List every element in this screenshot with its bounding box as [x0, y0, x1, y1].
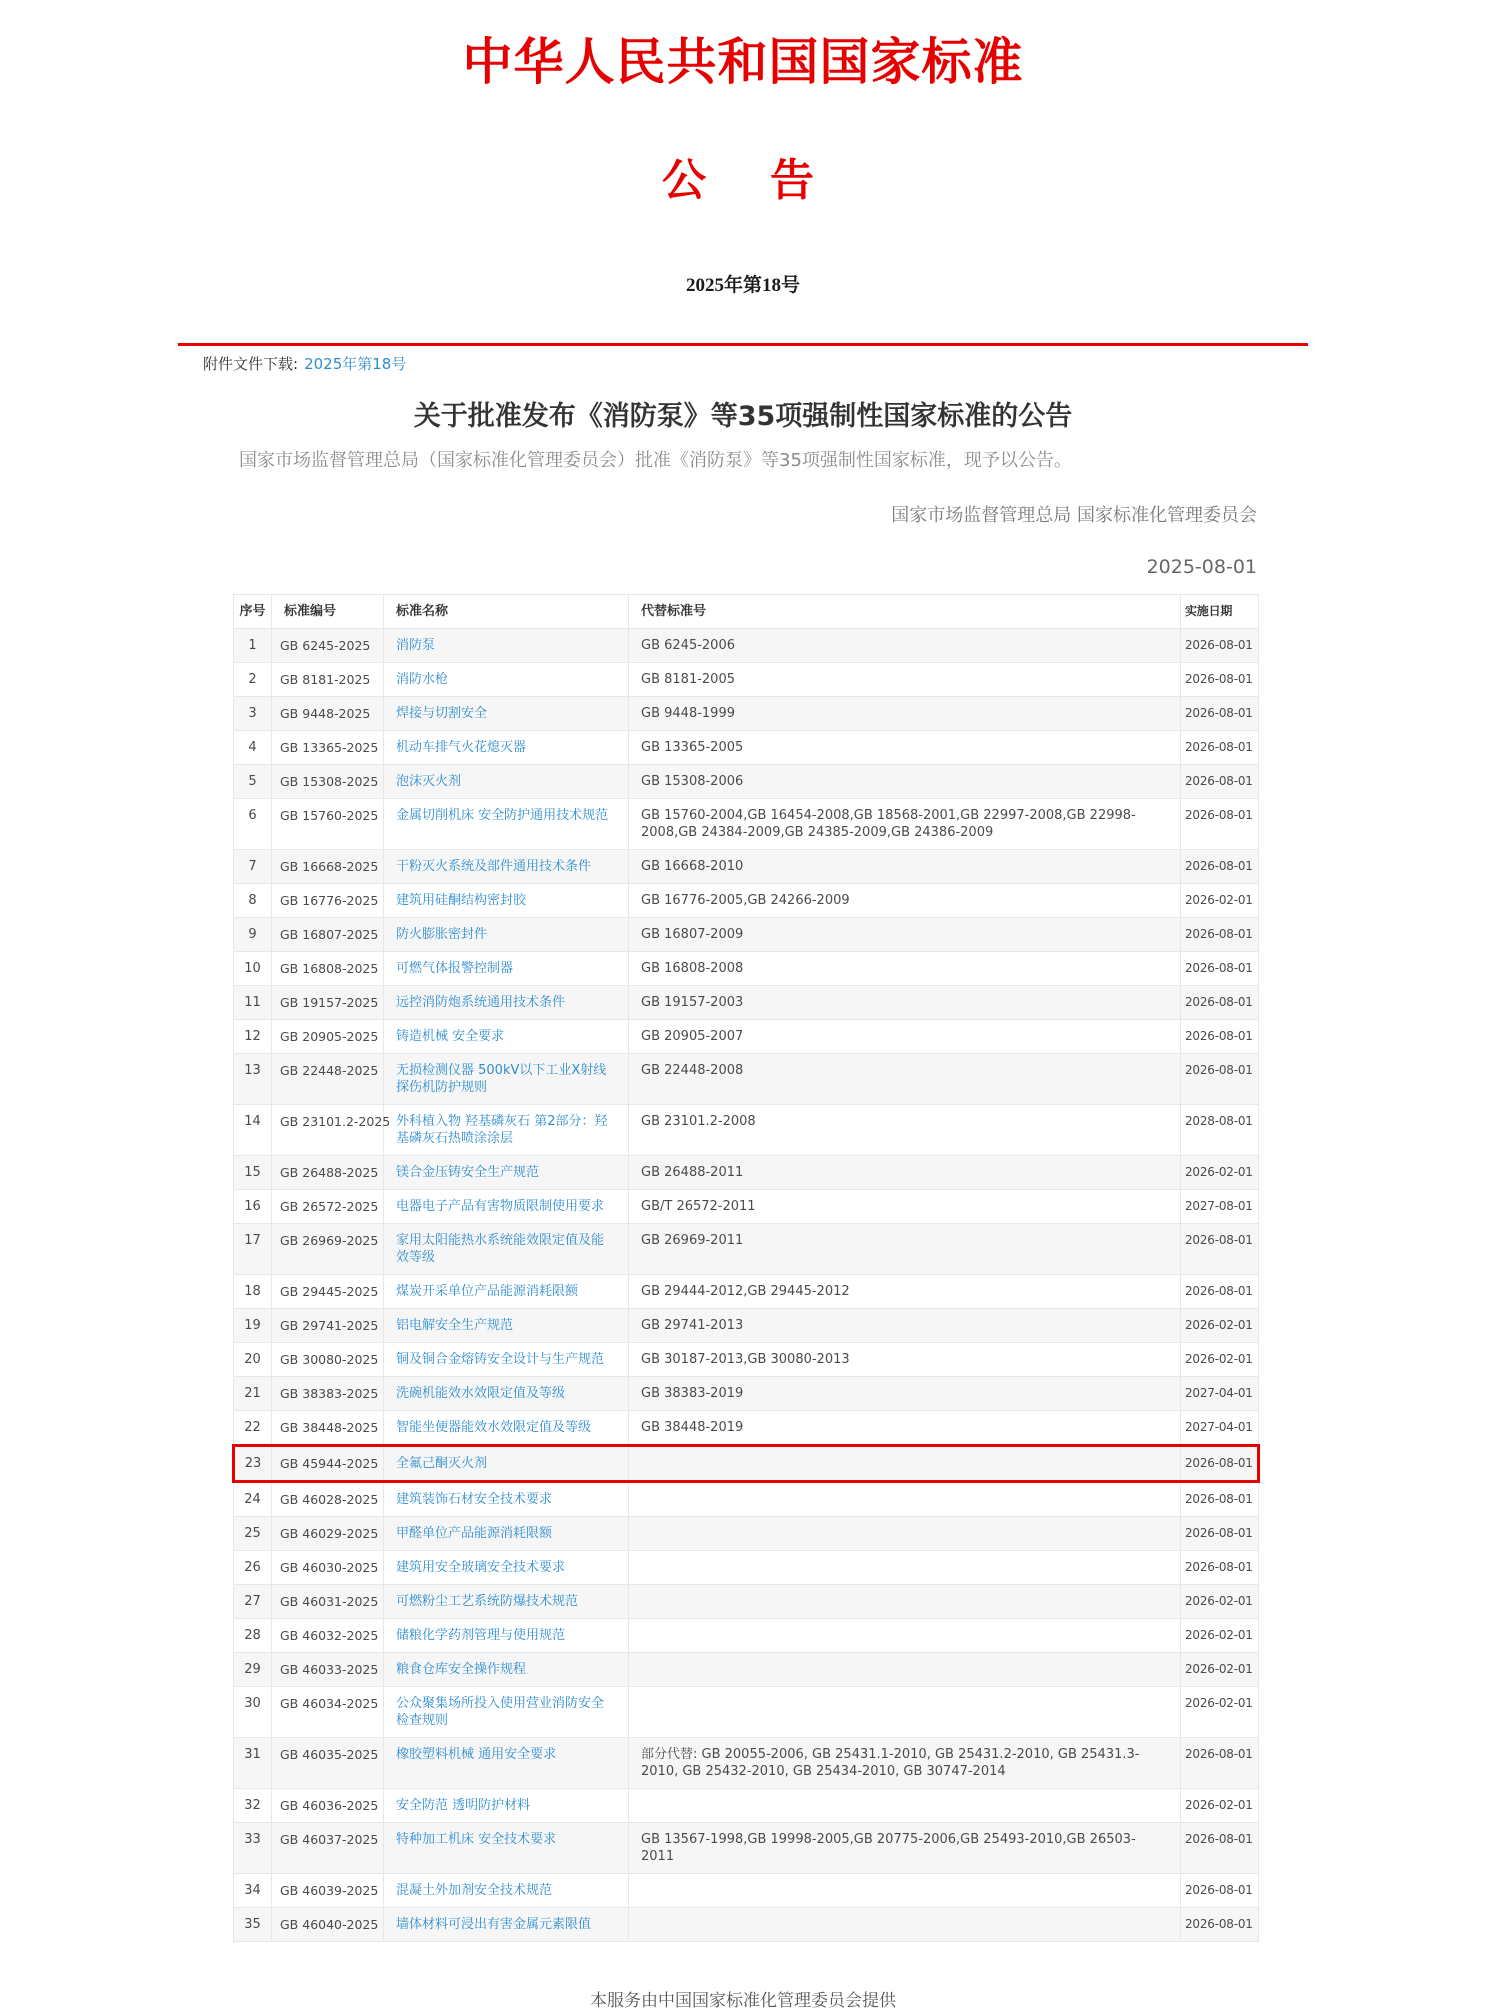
seq-cell: 26: [234, 1551, 272, 1585]
seq-cell: 35: [234, 1908, 272, 1942]
seq-cell: 11: [234, 986, 272, 1020]
code-cell: GB 46034-2025: [272, 1687, 384, 1738]
replaces-cell: GB 16668-2010: [629, 850, 1181, 884]
table-row: [234, 1738, 1259, 1789]
code-cell: GB 29445-2025: [272, 1275, 384, 1309]
replaces-cell: GB 19157-2003: [629, 986, 1181, 1020]
standard-name-link[interactable]: 干粉灭火系统及部件通用技术条件: [396, 859, 592, 875]
replaces-cell: GB 30187-2013,GB 30080-2013: [629, 1343, 1181, 1377]
seq-cell: 13: [234, 1054, 272, 1105]
standard-name-link[interactable]: 消防水枪: [396, 672, 449, 688]
publish-date: 2025-08-01: [1146, 556, 1257, 579]
replaces-cell: GB 29741-2013: [629, 1309, 1181, 1343]
standard-name-link[interactable]: 储粮化学药剂管理与使用规范: [396, 1628, 566, 1644]
standard-name-link[interactable]: 可燃粉尘工艺系统防爆技术规范: [396, 1594, 579, 1610]
name-cell: [384, 1653, 629, 1687]
standard-name-link[interactable]: 外科植入物 羟基磷灰石 第2部分：羟基磷灰石热喷涂涂层: [396, 1114, 608, 1147]
table-row: [234, 663, 1259, 697]
table-row: [234, 697, 1259, 731]
announcement-title: 关于批准发布《消防泵》等35项强制性国家标准的公告: [413, 401, 1073, 432]
replaces-cell: GB 13567-1998,GB 19998-2005,GB 20775-2006,GB 25493-2010,GB 26503-2011: [629, 1823, 1181, 1874]
seq-cell: 32: [234, 1789, 272, 1823]
code-cell: GB 26969-2025: [272, 1224, 384, 1275]
replaces-cell: [629, 1482, 1181, 1517]
date-cell: 2026-08-01: [1181, 986, 1259, 1020]
date-cell: 2026-08-01: [1181, 731, 1259, 765]
name-cell: [384, 850, 629, 884]
replaces-cell: GB 6245-2006: [629, 629, 1181, 663]
code-cell: GB 15760-2025: [272, 799, 384, 850]
attachment-label: 附件文件下载:: [203, 355, 299, 373]
date-cell: 2026-02-01: [1181, 1156, 1259, 1190]
seq-cell: 8: [234, 884, 272, 918]
table-row: [234, 1517, 1259, 1551]
code-cell: GB 46039-2025: [272, 1874, 384, 1908]
replaces-cell: GB 26969-2011: [629, 1224, 1181, 1275]
seq-cell: 27: [234, 1585, 272, 1619]
table-row: [234, 1687, 1259, 1738]
code-cell: GB 15308-2025: [272, 765, 384, 799]
name-cell: [384, 765, 629, 799]
standard-name-link[interactable]: 金属切削机床 安全防护通用技术规范: [396, 808, 609, 824]
code-cell: GB 46030-2025: [272, 1551, 384, 1585]
attachment-row: [178, 346, 1308, 374]
code-cell: GB 29741-2025: [272, 1309, 384, 1343]
standard-name-link[interactable]: 特种加工机床 安全技术要求: [396, 1832, 557, 1848]
code-cell: GB 46029-2025: [272, 1517, 384, 1551]
replaces-cell: GB/T 26572-2011: [629, 1190, 1181, 1224]
standard-name-link[interactable]: 粮食仓库安全操作规程: [396, 1662, 527, 1678]
date-cell: 2026-08-01: [1181, 918, 1259, 952]
seq-cell: 22: [234, 1411, 272, 1446]
name-cell: [384, 1190, 629, 1224]
seq-cell: 7: [234, 850, 272, 884]
code-cell: GB 38448-2025: [272, 1411, 384, 1446]
replaces-cell: [629, 1619, 1181, 1653]
seq-cell: 4: [234, 731, 272, 765]
date-cell: 2026-08-01: [1181, 1224, 1259, 1275]
name-cell: [384, 1619, 629, 1653]
seq-cell: 3: [234, 697, 272, 731]
announcement-subtitle: 公 告: [662, 156, 824, 205]
code-cell: GB 8181-2025: [272, 663, 384, 697]
signature: 国家市场监督管理总局 国家标准化管理委员会: [891, 505, 1257, 527]
replaces-cell: GB 16808-2008: [629, 952, 1181, 986]
code-cell: GB 16807-2025: [272, 918, 384, 952]
name-cell: [384, 1377, 629, 1411]
name-cell: [384, 1738, 629, 1789]
replaces-cell: GB 8181-2005: [629, 663, 1181, 697]
seq-cell: 10: [234, 952, 272, 986]
seq-cell: 23: [234, 1446, 272, 1482]
standard-name-link[interactable]: 甲醛单位产品能源消耗限额: [396, 1526, 553, 1542]
date-cell: 2026-08-01: [1181, 1908, 1259, 1942]
date-cell: 2026-08-01: [1181, 1275, 1259, 1309]
replaces-cell: GB 26488-2011: [629, 1156, 1181, 1190]
standard-name-link[interactable]: 安全防范 透明防护材料: [396, 1798, 531, 1814]
standard-name-link[interactable]: 混凝土外加剂安全技术规范: [396, 1883, 553, 1899]
seq-cell: 17: [234, 1224, 272, 1275]
code-cell: GB 46040-2025: [272, 1908, 384, 1942]
date-cell: 2027-08-01: [1181, 1190, 1259, 1224]
header-name: 标准名称: [384, 595, 629, 629]
code-cell: GB 23101.2-2025: [272, 1105, 384, 1156]
code-cell: GB 38383-2025: [272, 1377, 384, 1411]
announcement-body: 国家市场监督管理总局（国家标准化管理委员会）批准《消防泵》等35项强制性国家标准，现予以公告。: [239, 450, 1072, 471]
date-cell: 2027-04-01: [1181, 1411, 1259, 1446]
page-title: 中华人民共和国国家标准: [462, 34, 1024, 90]
replaces-cell: [629, 1517, 1181, 1551]
standard-name-link[interactable]: 建筑用安全玻璃安全技术要求: [396, 1560, 566, 1576]
name-cell: [384, 1309, 629, 1343]
replaces-cell: GB 15760-2004,GB 16454-2008,GB 18568-2001,GB 22997-2008,GB 22998-2008,GB 24384-2009,GB 24385-2009,GB 24386-2009: [629, 799, 1181, 850]
seq-cell: 5: [234, 765, 272, 799]
standards-table: [232, 594, 1260, 1942]
name-cell: [384, 1343, 629, 1377]
name-cell: [384, 1020, 629, 1054]
seq-cell: 28: [234, 1619, 272, 1653]
table-row: [234, 884, 1259, 918]
standard-name-link[interactable]: 焊接与切割安全: [396, 706, 488, 722]
name-cell: [384, 1482, 629, 1517]
code-cell: GB 6245-2025: [272, 629, 384, 663]
header-replaces: 代替标准号: [629, 595, 1181, 629]
code-cell: GB 46032-2025: [272, 1619, 384, 1653]
header-code: 标准编号: [272, 595, 384, 629]
date-cell: 2026-08-01: [1181, 1874, 1259, 1908]
replaces-cell: [629, 1908, 1181, 1942]
date-cell: 2026-08-01: [1181, 1738, 1259, 1789]
table-row: [234, 1156, 1259, 1190]
replaces-cell: [629, 1789, 1181, 1823]
table-row: [234, 952, 1259, 986]
seq-cell: 30: [234, 1687, 272, 1738]
date-cell: 2026-02-01: [1181, 1687, 1259, 1738]
code-cell: GB 20905-2025: [272, 1020, 384, 1054]
attachment-link[interactable]: 2025年第18号: [304, 355, 407, 373]
replaces-cell: GB 29444-2012,GB 29445-2012: [629, 1275, 1181, 1309]
code-cell: GB 45944-2025: [272, 1446, 384, 1482]
seq-cell: 25: [234, 1517, 272, 1551]
date-cell: 2026-08-01: [1181, 850, 1259, 884]
table-row: [234, 765, 1259, 799]
standard-name-link[interactable]: 铝电解安全生产规范: [396, 1318, 514, 1334]
name-cell: [384, 1105, 629, 1156]
name-cell: [384, 731, 629, 765]
name-cell: [384, 1789, 629, 1823]
name-cell: [384, 1687, 629, 1738]
table-row: [234, 1874, 1259, 1908]
name-cell: [384, 629, 629, 663]
table-row: [234, 1377, 1259, 1411]
table-row: [234, 1224, 1259, 1275]
seq-cell: 2: [234, 663, 272, 697]
standard-name-link[interactable]: 机动车排气火花熄灭器: [396, 740, 527, 756]
table-row: [234, 850, 1259, 884]
code-cell: GB 16668-2025: [272, 850, 384, 884]
standard-name-link[interactable]: 煤炭开采单位产品能源消耗限额: [396, 1284, 579, 1300]
code-cell: GB 19157-2025: [272, 986, 384, 1020]
table-row: [234, 1823, 1259, 1874]
code-cell: GB 46033-2025: [272, 1653, 384, 1687]
name-cell: [384, 1908, 629, 1942]
seq-cell: 31: [234, 1738, 272, 1789]
name-cell: [384, 1585, 629, 1619]
date-cell: 2026-02-01: [1181, 1585, 1259, 1619]
name-cell: [384, 1054, 629, 1105]
seq-cell: 20: [234, 1343, 272, 1377]
standard-name-link[interactable]: 铜及铜合金熔铸安全设计与生产规范: [396, 1352, 605, 1368]
date-cell: 2026-08-01: [1181, 1054, 1259, 1105]
date-cell: 2026-08-01: [1181, 1020, 1259, 1054]
standard-name-link[interactable]: 智能坐便器能效水效限定值及等级: [396, 1420, 592, 1436]
replaces-cell: 部分代替: GB 20055-2006, GB 25431.1-2010, GB 25431.2-2010, GB 25431.3-2010, GB 25432-2010, GB 25434-2010, GB 30747-2014: [629, 1738, 1181, 1789]
code-cell: GB 26488-2025: [272, 1156, 384, 1190]
date-cell: 2026-08-01: [1181, 1517, 1259, 1551]
date-cell: 2026-02-01: [1181, 884, 1259, 918]
replaces-cell: GB 38383-2019: [629, 1377, 1181, 1411]
standard-name-link[interactable]: 远控消防炮系统通用技术条件: [396, 995, 566, 1011]
replaces-cell: GB 16807-2009: [629, 918, 1181, 952]
code-cell: GB 46037-2025: [272, 1823, 384, 1874]
code-cell: GB 26572-2025: [272, 1190, 384, 1224]
replaces-cell: GB 15308-2006: [629, 765, 1181, 799]
date-cell: 2026-02-01: [1181, 1309, 1259, 1343]
replaces-cell: GB 23101.2-2008: [629, 1105, 1181, 1156]
issue-number: 2025年第18号: [685, 275, 800, 296]
name-cell: [384, 1446, 629, 1482]
seq-cell: 12: [234, 1020, 272, 1054]
name-cell: [384, 986, 629, 1020]
seq-cell: 1: [234, 629, 272, 663]
seq-cell: 33: [234, 1823, 272, 1874]
standard-name-link[interactable]: 消防泵: [396, 638, 436, 654]
name-cell: [384, 884, 629, 918]
name-cell: [384, 952, 629, 986]
table-header-row: [234, 595, 1259, 629]
name-cell: [384, 1224, 629, 1275]
date-cell: 2026-02-01: [1181, 1653, 1259, 1687]
table-row: [234, 1054, 1259, 1105]
date-cell: 2026-02-01: [1181, 1789, 1259, 1823]
standard-name-link[interactable]: 建筑装饰石材安全技术要求: [396, 1492, 553, 1508]
code-cell: GB 46028-2025: [272, 1482, 384, 1517]
date-cell: 2026-08-01: [1181, 697, 1259, 731]
standard-name-link[interactable]: 防火膨胀密封件: [396, 927, 488, 943]
date-cell: 2026-08-01: [1181, 765, 1259, 799]
standard-name-link[interactable]: 墙体材料可浸出有害金属元素限值: [396, 1917, 592, 1933]
standard-name-link[interactable]: 建筑用硅酮结构密封胶: [396, 893, 527, 909]
code-cell: GB 9448-2025: [272, 697, 384, 731]
date-cell: 2026-08-01: [1181, 1823, 1259, 1874]
name-cell: [384, 663, 629, 697]
table-row: [234, 1446, 1259, 1482]
table-row: [234, 1653, 1259, 1687]
table-row: [234, 1551, 1259, 1585]
replaces-cell: GB 9448-1999: [629, 697, 1181, 731]
code-cell: GB 22448-2025: [272, 1054, 384, 1105]
table-row: [234, 1105, 1259, 1156]
seq-cell: 18: [234, 1275, 272, 1309]
code-cell: GB 46031-2025: [272, 1585, 384, 1619]
seq-cell: 19: [234, 1309, 272, 1343]
code-cell: GB 30080-2025: [272, 1343, 384, 1377]
replaces-cell: [629, 1687, 1181, 1738]
name-cell: [384, 799, 629, 850]
replaces-cell: [629, 1653, 1181, 1687]
standard-name-link[interactable]: 铸造机械 安全要求: [396, 1029, 505, 1045]
seq-cell: 16: [234, 1190, 272, 1224]
seq-cell: 29: [234, 1653, 272, 1687]
seq-cell: 21: [234, 1377, 272, 1411]
code-cell: GB 46036-2025: [272, 1789, 384, 1823]
table-row: [234, 1309, 1259, 1343]
seq-cell: 15: [234, 1156, 272, 1190]
date-cell: 2026-02-01: [1181, 1343, 1259, 1377]
table-row: [234, 1619, 1259, 1653]
standard-name-link[interactable]: 可燃气体报警控制器: [396, 961, 514, 977]
date-cell: 2026-08-01: [1181, 1551, 1259, 1585]
date-cell: 2026-08-01: [1181, 629, 1259, 663]
standard-name-link[interactable]: 全氟己酮灭火剂: [396, 1456, 488, 1472]
date-cell: 2026-08-01: [1181, 1482, 1259, 1517]
table-row: [234, 1585, 1259, 1619]
header-date: 实施日期: [1181, 595, 1259, 629]
standard-name-link[interactable]: 镁合金压铸安全生产规范: [396, 1165, 540, 1181]
name-cell: [384, 1874, 629, 1908]
seq-cell: 6: [234, 799, 272, 850]
date-cell: 2027-04-01: [1181, 1377, 1259, 1411]
replaces-cell: [629, 1585, 1181, 1619]
table-row: [234, 986, 1259, 1020]
standard-name-link[interactable]: 公众聚集场所投入使用营业消防安全检查规则: [396, 1696, 605, 1729]
replaces-cell: [629, 1446, 1181, 1482]
code-cell: GB 13365-2025: [272, 731, 384, 765]
replaces-cell: GB 16776-2005,GB 24266-2009: [629, 884, 1181, 918]
announcement-page: [178, 0, 1308, 2011]
replaces-cell: [629, 1551, 1181, 1585]
name-cell: [384, 1551, 629, 1585]
replaces-cell: GB 20905-2007: [629, 1020, 1181, 1054]
table-row: [234, 1482, 1259, 1517]
name-cell: [384, 1156, 629, 1190]
standard-name-link[interactable]: 洗碗机能效水效限定值及等级: [396, 1386, 566, 1402]
name-cell: [384, 697, 629, 731]
name-cell: [384, 1517, 629, 1551]
header-seq: 序号: [234, 595, 272, 629]
table-row: [234, 918, 1259, 952]
table-row: [234, 799, 1259, 850]
seq-cell: 34: [234, 1874, 272, 1908]
replaces-cell: GB 13365-2005: [629, 731, 1181, 765]
date-cell: 2026-08-01: [1181, 799, 1259, 850]
replaces-cell: [629, 1874, 1181, 1908]
seq-cell: 14: [234, 1105, 272, 1156]
name-cell: [384, 1411, 629, 1446]
table-row: [234, 1411, 1259, 1446]
name-cell: [384, 1823, 629, 1874]
code-cell: GB 46035-2025: [272, 1738, 384, 1789]
replaces-cell: GB 38448-2019: [629, 1411, 1181, 1446]
table-row: [234, 1275, 1259, 1309]
date-cell: 2028-08-01: [1181, 1105, 1259, 1156]
name-cell: [384, 918, 629, 952]
seq-cell: 9: [234, 918, 272, 952]
standard-name-link[interactable]: 无损检测仪器 500kV以下工业X射线探伤机防护规则: [396, 1063, 607, 1096]
standard-name-link[interactable]: 家用太阳能热水系统能效限定值及能效等级: [396, 1233, 605, 1266]
standard-name-link[interactable]: 橡胶塑料机械 通用安全要求: [396, 1747, 557, 1763]
table-row: [234, 1343, 1259, 1377]
table-row: [234, 629, 1259, 663]
standard-name-link[interactable]: 泡沫灭火剂: [396, 774, 462, 790]
table-row: [234, 1020, 1259, 1054]
footer-note: 本服务由中国国家标准化管理委员会提供: [590, 1991, 896, 2011]
replaces-cell: GB 22448-2008: [629, 1054, 1181, 1105]
date-cell: 2026-08-01: [1181, 1446, 1259, 1482]
code-cell: GB 16808-2025: [272, 952, 384, 986]
code-cell: GB 16776-2025: [272, 884, 384, 918]
name-cell: [384, 1275, 629, 1309]
table-row: [234, 1908, 1259, 1942]
date-cell: 2026-08-01: [1181, 952, 1259, 986]
table-row: [234, 731, 1259, 765]
table-row: [234, 1789, 1259, 1823]
date-cell: 2026-02-01: [1181, 1619, 1259, 1653]
date-cell: 2026-08-01: [1181, 663, 1259, 697]
standard-name-link[interactable]: 电器电子产品有害物质限制使用要求: [396, 1199, 605, 1215]
table-row: [234, 1190, 1259, 1224]
seq-cell: 24: [234, 1482, 272, 1517]
